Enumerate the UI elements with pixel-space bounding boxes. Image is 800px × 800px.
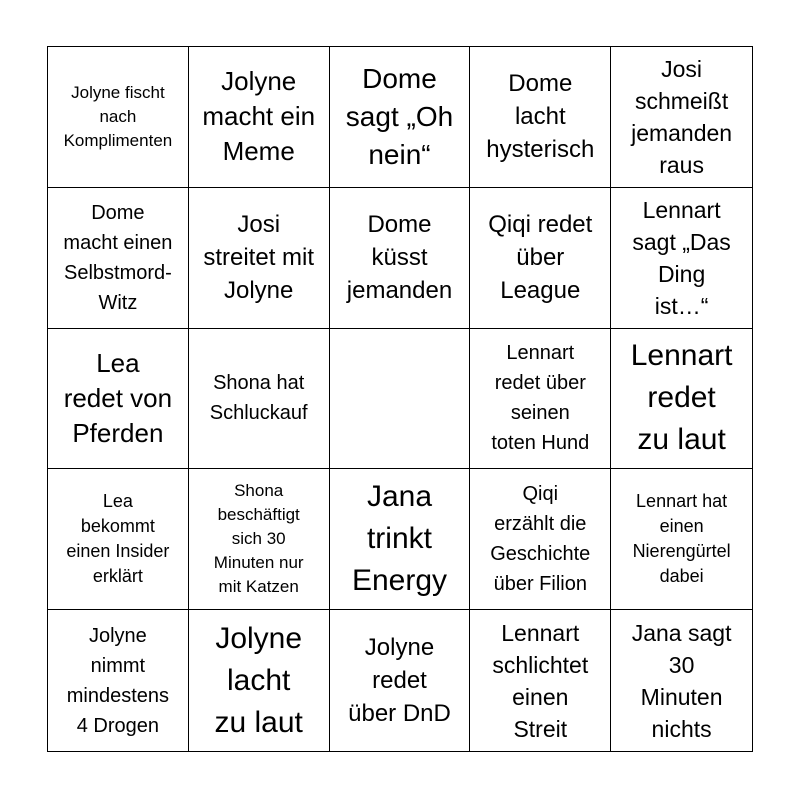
cell-text: Qiqi redet über League <box>488 211 593 305</box>
cell-text: Qiqi erzählt die Geschichte über Filion <box>490 483 591 596</box>
bingo-cell-r4c1[interactable] <box>48 469 189 610</box>
cell-text: Jolyne nimmt mindestens 4 Drogen <box>66 624 170 737</box>
bingo-cell-r4c2[interactable] <box>189 469 330 610</box>
bingo-cell-r5c5[interactable] <box>611 610 752 751</box>
cell-text: Jolyne fischt nach Komplimenten <box>63 82 173 150</box>
bingo-cell-r1c1[interactable] <box>48 47 189 188</box>
bingo-cell-r3c3-free[interactable] <box>330 329 471 470</box>
bingo-cell-r2c4[interactable] <box>470 188 611 329</box>
bingo-board <box>47 46 753 752</box>
cell-text: Jana trinkt Energy <box>351 480 448 598</box>
cell-text: Josi schmeißt jemanden raus <box>631 55 733 178</box>
bingo-cell-r2c3[interactable] <box>330 188 471 329</box>
cell-text: Jolyne macht ein Meme <box>202 66 316 167</box>
cell-text: Dome macht einen Selbstmord- Witz <box>63 201 173 314</box>
cell-text: Lea redet von Pferden <box>63 347 173 448</box>
bingo-cell-r2c2[interactable] <box>189 188 330 329</box>
cell-text: Shona beschäftigt sich 30 Minuten nur mit Katzen <box>213 481 304 597</box>
bingo-cell-r1c5[interactable] <box>611 47 752 188</box>
bingo-cell-r1c3[interactable] <box>330 47 471 188</box>
bingo-cell-r3c4[interactable] <box>470 329 611 470</box>
bingo-cell-r1c2[interactable] <box>189 47 330 188</box>
bingo-cell-r4c3[interactable] <box>330 469 471 610</box>
bingo-cell-r5c4[interactable] <box>470 610 611 751</box>
cell-text: Lennart redet zu laut <box>630 339 733 457</box>
bingo-cell-r3c1[interactable] <box>48 329 189 470</box>
bingo-cell-r4c5[interactable] <box>611 469 752 610</box>
cell-text: Jana sagt 30 Minuten nichts <box>631 619 732 742</box>
bingo-cell-r5c1[interactable] <box>48 610 189 751</box>
cell-text: Lennart redet über seinen toten Hund <box>491 342 590 455</box>
bingo-cell-r5c2[interactable] <box>189 610 330 751</box>
cell-text: Dome sagt „Oh nein“ <box>345 62 454 170</box>
cell-text: Shona hat Schluckauf <box>209 372 308 425</box>
cell-text: Jolyne lacht zu laut <box>214 621 303 739</box>
bingo-cell-r4c4[interactable] <box>470 469 611 610</box>
cell-text: Lennart schlichtet einen Streit <box>492 619 589 742</box>
cell-text: Lennart hat einen Nierengürtel dabei <box>632 491 731 587</box>
cell-text: Dome lacht hysterisch <box>486 70 595 164</box>
bingo-cell-r3c5[interactable] <box>611 329 752 470</box>
bingo-cell-r1c4[interactable] <box>470 47 611 188</box>
bingo-cell-r5c3[interactable] <box>330 610 471 751</box>
cell-text: Lea bekommt einen Insider erklärt <box>66 491 170 587</box>
cell-text: Dome küsst jemanden <box>346 211 453 305</box>
bingo-cell-r2c1[interactable] <box>48 188 189 329</box>
bingo-cell-r3c2[interactable] <box>189 329 330 470</box>
cell-text: Josi streitet mit Jolyne <box>203 211 315 305</box>
cell-text: Lennart sagt „Das Ding ist…“ <box>632 196 731 319</box>
bingo-cell-r2c5[interactable] <box>611 188 752 329</box>
cell-text: Jolyne redet über DnD <box>348 634 451 728</box>
